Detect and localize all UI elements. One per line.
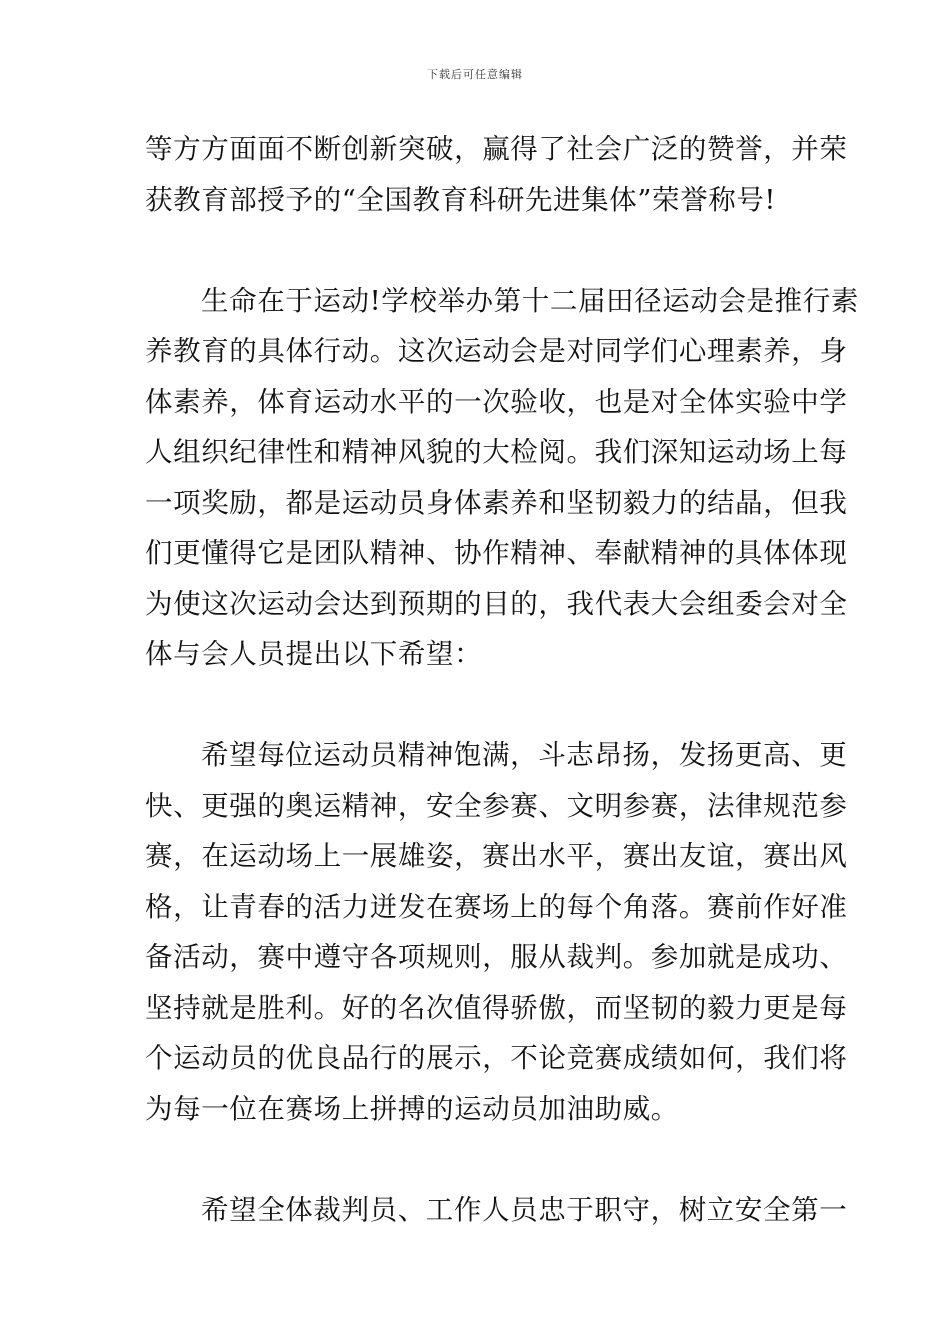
paragraph-line: 为每一位在赛场上拼搏的运动员加油助威。 xyxy=(145,1092,679,1125)
paragraph-gap xyxy=(145,680,809,731)
paragraph-line: 们更懂得它是团队精神、协作精神、奉献精神的具体体现 xyxy=(145,537,848,569)
paragraph-referees xyxy=(145,1185,848,1236)
paragraph-line: 备活动，赛中遵守各项规则，服从裁判。参加就是成功、 xyxy=(145,941,848,973)
paragraph-line: 获教育部授予的“全国教育科研先进集体”荣誉称号! xyxy=(145,183,777,216)
paragraph-line: 等方方面面不断创新突破，赢得了社会广泛的赞誉，并荣 xyxy=(145,133,848,165)
paragraph-gap xyxy=(145,225,809,276)
paragraph-line: 体与会人员提出以下希望： xyxy=(145,638,483,670)
paragraph-line: 体素养，体育运动水平的一次验收，也是对全体实验中学 xyxy=(145,385,848,418)
paragraph-line: 赛，在运动场上一展雄姿，赛出水平，赛出友谊，赛出风 xyxy=(145,840,848,872)
page-header: 下载后可任意编辑 xyxy=(427,68,523,81)
paragraph-honors xyxy=(145,124,848,225)
paragraph-athletes xyxy=(145,730,848,1134)
paragraph-line: 个运动员的优良品行的展示，不论竞赛成绩如何，我们将 xyxy=(145,1042,848,1074)
paragraph-line: 快、更强的奥运精神，安全参赛、文明参赛，法律规范参 xyxy=(145,789,848,822)
paragraph-line: 为使这次运动会达到预期的目的，我代表大会组委会对全 xyxy=(145,587,848,620)
paragraph-sports-meet xyxy=(145,276,859,680)
paragraph-gap xyxy=(145,1134,809,1185)
paragraph-line: 生命在于运动!学校举办第十二届田径运动会是推行素 xyxy=(201,284,859,317)
document-body xyxy=(145,124,859,1235)
paragraph-line: 格，让青春的活力迸发在赛场上的每个角落。赛前作好准 xyxy=(145,890,848,923)
paragraph-line: 坚持就是胜利。好的名次值得骄傲，而坚韧的毅力更是每 xyxy=(145,991,848,1024)
paragraph-line: 希望全体裁判员、工作人员忠于职守，树立安全第一 xyxy=(201,1193,848,1226)
paragraph-line: 希望每位运动员精神饱满，斗志昂扬，发扬更高、更 xyxy=(201,739,848,771)
paragraph-line: 一项奖励，都是运动员身体素养和坚韧毅力的结晶，但我 xyxy=(145,486,848,519)
paragraph-line: 养教育的具体行动。这次运动会是对同学们心理素养，身 xyxy=(145,335,848,367)
paragraph-line: 人组织纪律性和精神风貌的大检阅。我们深知运动场上每 xyxy=(145,436,848,468)
